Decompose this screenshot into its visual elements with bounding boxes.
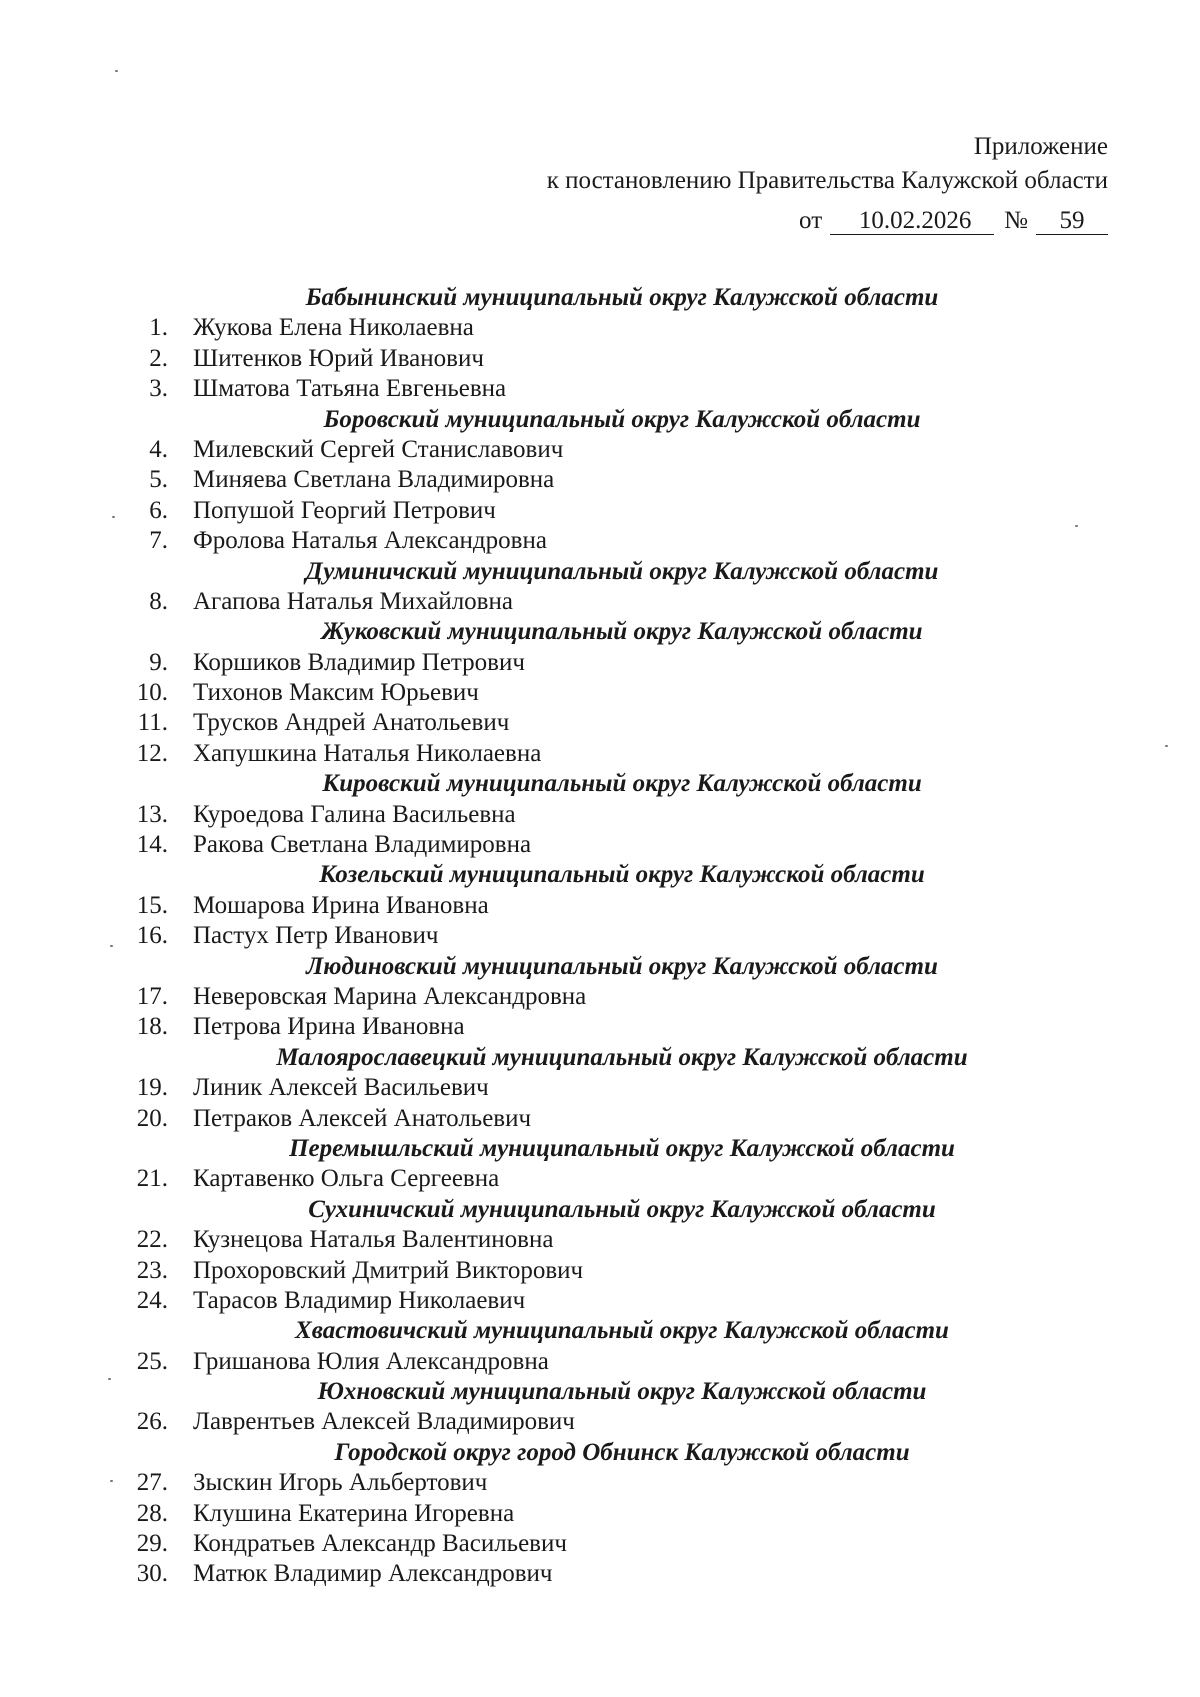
list-item [0, 435, 1200, 465]
district-heading: Козельский муниципальный округ Калужской области [319, 861, 925, 889]
decree-date: 10.02.2026 [830, 208, 994, 235]
district-heading: Малоярославецкий муниципальный округ Калужской области [276, 1043, 968, 1071]
district-heading: Боровский муниципальный округ Калужской области [323, 405, 921, 433]
person-name: Гришанова Юлия Александровна [193, 1347, 549, 1375]
item-number: 16. [136, 922, 168, 950]
item-number: 17. [136, 982, 168, 1010]
item-number: 14. [136, 831, 168, 859]
item-number: 9. [149, 648, 168, 676]
number-prefix: № [1004, 207, 1028, 234]
list-item [0, 1468, 1200, 1498]
item-number: 21. [136, 1165, 168, 1193]
list-item [0, 1225, 1200, 1255]
item-number: 12. [136, 739, 168, 767]
person-name: Тарасов Владимир Николаевич [193, 1286, 526, 1314]
list-item [0, 1529, 1200, 1559]
person-name: Кузнецова Наталья Валентиновна [193, 1226, 554, 1254]
district-heading: Юхновский муниципальный округ Калужской области [317, 1378, 927, 1406]
list-item [0, 1012, 1200, 1042]
decree-number: 59 [1036, 208, 1108, 235]
item-number: 24. [136, 1286, 168, 1314]
list-item [0, 526, 1200, 556]
district-heading: Городской округ город Обнинск Калужской области [334, 1438, 910, 1466]
list-item [0, 830, 1200, 860]
district-heading: Перемышльский муниципальный округ Калужской области [289, 1134, 955, 1162]
person-name: Кондратьев Александр Васильевич [193, 1530, 567, 1558]
list-item [0, 1104, 1200, 1134]
person-name: Миняева Светлана Владимировна [193, 466, 555, 494]
district-heading: Сухиничский муниципальный округ Калужской области [308, 1195, 936, 1223]
list-item [0, 648, 1200, 678]
list-item [0, 1347, 1200, 1377]
person-name: Неверовская Марина Александровна [193, 982, 587, 1010]
person-name: Хапушкина Наталья Николаевна [193, 739, 542, 767]
list-item [0, 1073, 1200, 1103]
item-number: 26. [136, 1408, 168, 1436]
person-name: Лаврентьев Алексей Владимирович [193, 1408, 575, 1436]
list-item [0, 1286, 1200, 1316]
list-item [0, 496, 1200, 526]
person-name: Трусков Андрей Анатольевич [193, 709, 510, 737]
item-number: 2. [149, 344, 168, 372]
person-name: Попушой Георгий Петрович [193, 496, 496, 524]
item-number: 18. [136, 1013, 168, 1041]
person-name: Куроедова Галина Васильевна [193, 800, 516, 828]
person-name: Матюк Владимир Александрович [193, 1560, 553, 1588]
list-item [0, 1407, 1200, 1437]
decree-date-number-line [547, 204, 1108, 238]
item-number: 4. [149, 435, 168, 463]
item-number: 11. [137, 709, 168, 737]
person-name: Прохоровский Дмитрий Викторович [193, 1256, 584, 1284]
list-item [0, 708, 1200, 738]
item-number: 15. [136, 891, 168, 919]
person-name: Зыскин Игорь Альбертович [193, 1469, 488, 1497]
list-item [0, 800, 1200, 830]
item-number: 22. [136, 1226, 168, 1254]
item-number: 28. [136, 1499, 168, 1527]
list-item [0, 1559, 1200, 1589]
item-number: 6. [149, 496, 168, 524]
district-heading: Людиновский муниципальный округ Калужской области [306, 952, 938, 980]
item-number: 25. [136, 1347, 168, 1375]
item-number: 23. [136, 1256, 168, 1284]
person-name: Фролова Наталья Александровна [193, 527, 547, 555]
appendix-title: Приложение [973, 133, 1108, 160]
list-item [0, 1164, 1200, 1194]
list-item [0, 982, 1200, 1012]
person-name: Петраков Алексей Анатольевич [193, 1104, 532, 1132]
district-heading: Думиничский муниципальный округ Калужской области [305, 557, 939, 585]
item-number: 3. [149, 375, 168, 403]
item-number: 27. [136, 1469, 168, 1497]
person-name: Пастух Петр Иванович [193, 922, 439, 950]
item-number: 29. [136, 1530, 168, 1558]
person-name: Картавенко Ольга Сергеевна [193, 1165, 500, 1193]
person-name: Шитенков Юрий Иванович [193, 344, 484, 372]
item-number: 1. [149, 314, 168, 342]
list-item [0, 891, 1200, 921]
list-item [0, 921, 1200, 951]
list-item [0, 1256, 1200, 1286]
scan-speck [115, 70, 118, 72]
appendix-header [547, 130, 1108, 238]
person-name: Клушина Екатерина Игоревна [193, 1499, 515, 1527]
item-number: 10. [136, 679, 168, 707]
list-item [0, 313, 1200, 343]
person-name: Петрова Ирина Ивановна [193, 1013, 465, 1041]
list-item [0, 344, 1200, 374]
person-name: Тихонов Максим Юрьевич [193, 679, 479, 707]
district-person-list [0, 283, 1200, 1590]
district-heading: Хвастовичский муниципальный округ Калужской области [295, 1317, 949, 1345]
list-item [0, 374, 1200, 404]
item-number: 7. [149, 527, 168, 555]
list-item [0, 739, 1200, 769]
person-name: Ракова Светлана Владимировна [193, 831, 532, 859]
person-name: Шматова Татьяна Евгеньевна [193, 375, 507, 403]
person-name: Милевский Сергей Станиславович [193, 435, 564, 463]
list-item [0, 1499, 1200, 1529]
list-item [0, 465, 1200, 495]
person-name: Коршиков Владимир Петрович [193, 648, 525, 676]
item-number: 30. [136, 1560, 168, 1588]
item-number: 8. [149, 587, 168, 615]
date-prefix: от [799, 207, 823, 234]
item-number: 19. [136, 1074, 168, 1102]
person-name: Жукова Елена Николаевна [193, 314, 474, 342]
list-item [0, 587, 1200, 617]
list-item [0, 678, 1200, 708]
person-name: Агапова Наталья Михайловна [193, 587, 513, 615]
appendix-reference: к постановлению Правительства Калужской области [546, 167, 1108, 194]
person-name: Линик Алексей Васильевич [193, 1074, 489, 1102]
district-heading: Бабынинский муниципальный округ Калужской области [305, 284, 939, 311]
item-number: 13. [136, 800, 168, 828]
district-heading: Кировский муниципальный округ Калужской области [322, 770, 922, 798]
item-number: 20. [136, 1104, 168, 1132]
district-heading: Жуковский муниципальный округ Калужской области [321, 618, 923, 646]
item-number: 5. [149, 466, 168, 494]
person-name: Мошарова Ирина Ивановна [193, 891, 489, 919]
